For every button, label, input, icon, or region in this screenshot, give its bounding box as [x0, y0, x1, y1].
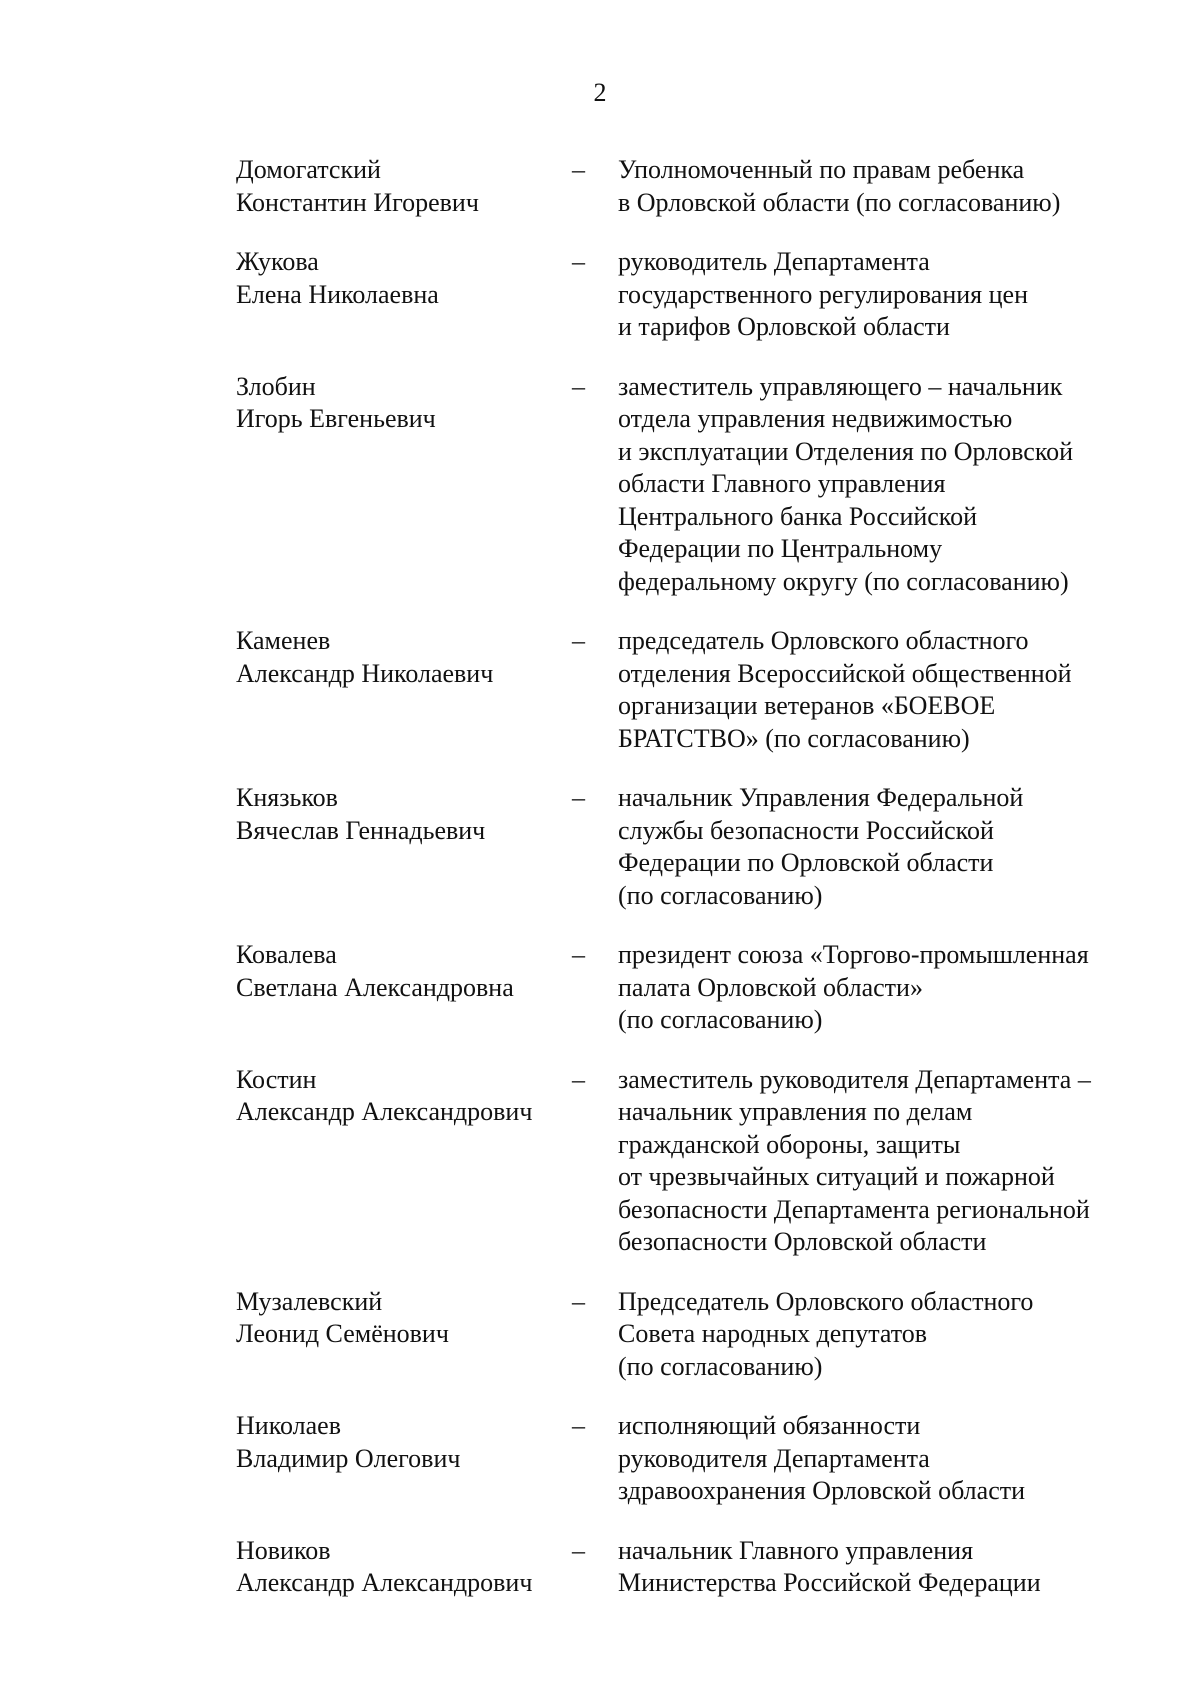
member-role: [618, 154, 1146, 219]
role-line: Председатель Орловского областного: [618, 1286, 1034, 1316]
member-name: [236, 782, 572, 847]
member-entry: [236, 625, 1146, 755]
role-line: Уполномоченный по правам ребенка: [618, 155, 1025, 184]
member-dash: –: [572, 626, 585, 655]
member-surname: Князьков: [236, 783, 338, 812]
role-line: президент союза «Торгово-промышленная: [618, 940, 1089, 969]
role-line: отдела управления недвижимостью: [618, 404, 1013, 433]
member-surname: Костин: [236, 1064, 317, 1094]
member-given-name: Игорь Евгеньевич: [236, 404, 436, 433]
member-dash: –: [572, 1064, 585, 1094]
role-line: Федерации по Орловской области: [618, 848, 994, 877]
member-given-name: Александр Николаевич: [236, 658, 494, 688]
member-surname: Домогатский: [236, 155, 381, 184]
member-role: [618, 782, 1146, 912]
role-line: организации ветеранов «БОЕВОЕ: [618, 691, 996, 720]
page-number: 2: [593, 78, 607, 107]
member-surname: Жукова: [236, 247, 319, 276]
member-dash: –: [572, 1411, 585, 1440]
member-role: [618, 246, 1146, 344]
member-surname: Новиков: [236, 1535, 331, 1565]
member-role: [618, 939, 1146, 1037]
member-entry: [236, 1286, 1146, 1384]
member-surname: Злобин: [236, 371, 316, 401]
member-entry: [236, 371, 1146, 599]
role-line: начальник Главного управления: [618, 1535, 974, 1565]
member-name: [236, 154, 572, 219]
member-role: [618, 625, 1146, 755]
member-name: [236, 625, 572, 690]
member-entry: [236, 1410, 1146, 1508]
member-dash: –: [572, 1286, 585, 1316]
member-surname: Каменев: [236, 626, 331, 655]
member-name: [236, 1535, 572, 1600]
member-given-name: Константин Игоревич: [236, 187, 479, 217]
role-line: службы безопасности Российской: [618, 815, 994, 845]
member-given-name: Елена Николаевна: [236, 279, 439, 309]
role-line: Центрального банка Российской: [618, 501, 978, 531]
role-line: безопасности Департамента региональной: [618, 1194, 1090, 1224]
member-entry: [236, 246, 1146, 344]
role-line: начальник управления по делам: [618, 1097, 973, 1126]
role-line: исполняющий обязанности: [618, 1411, 921, 1440]
member-entry: [236, 1064, 1146, 1259]
member-name: [236, 939, 572, 1004]
member-name: [236, 1064, 572, 1129]
role-line: и эксплуатации Отделения по Орловской: [618, 436, 1074, 466]
role-line: БРАТСТВО» (по согласованию): [618, 723, 970, 753]
member-role: [618, 1535, 1146, 1600]
role-line: государственного регулирования цен: [618, 279, 1028, 309]
role-line: отделения Всероссийской общественной: [618, 658, 1072, 688]
member-given-name: Владимир Олегович: [236, 1443, 461, 1473]
member-entry: [236, 1535, 1146, 1600]
member-role: [618, 1286, 1146, 1384]
role-line: начальник Управления Федеральной: [618, 783, 1024, 812]
role-line: руководитель Департамента: [618, 247, 930, 276]
member-dash: –: [572, 783, 585, 812]
member-dash: –: [572, 1535, 585, 1565]
member-given-name: Александр Александрович: [236, 1568, 533, 1597]
role-line: гражданской обороны, защиты: [618, 1129, 961, 1159]
role-line: палата Орловской области»: [618, 972, 923, 1002]
member-name: [236, 1410, 572, 1475]
member-surname: Музалевский: [236, 1286, 383, 1316]
role-line: Федерации по Центральному: [618, 534, 943, 563]
member-given-name: Леонид Семёнович: [236, 1319, 449, 1348]
member-role: [618, 1410, 1146, 1508]
member-given-name: Светлана Александровна: [236, 972, 514, 1002]
member-dash: –: [572, 247, 585, 276]
member-surname: Ковалева: [236, 940, 337, 969]
member-given-name: Вячеслав Геннадьевич: [236, 815, 486, 845]
member-entry: [236, 782, 1146, 912]
member-entry: [236, 939, 1146, 1037]
member-role: [618, 1064, 1146, 1259]
role-line: безопасности Орловской области: [618, 1227, 987, 1256]
member-surname: Николаев: [236, 1411, 341, 1440]
role-line: руководителя Департамента: [618, 1443, 930, 1473]
role-line: заместитель управляющего – начальник: [618, 371, 1063, 401]
member-dash: –: [572, 371, 585, 401]
member-role: [618, 371, 1146, 599]
role-line: от чрезвычайных ситуаций и пожарной: [618, 1162, 1055, 1191]
role-line: (по согласованию): [618, 1005, 823, 1034]
role-line: (по согласованию): [618, 880, 823, 910]
role-line: заместитель руководителя Департамента –: [618, 1064, 1091, 1094]
member-dash: –: [572, 940, 585, 969]
role-line: и тарифов Орловской области: [618, 312, 950, 341]
role-line: области Главного управления: [618, 469, 946, 498]
member-entry: [236, 154, 1146, 219]
member-name: [236, 246, 572, 311]
member-given-name: Александр Александрович: [236, 1097, 533, 1126]
role-line: Министерства Российской Федерации: [618, 1568, 1041, 1597]
role-line: председатель Орловского областного: [618, 626, 1029, 655]
role-line: здравоохранения Орловской области: [618, 1476, 1026, 1505]
member-name: [236, 1286, 572, 1351]
role-line: Совета народных депутатов: [618, 1319, 928, 1348]
member-dash: –: [572, 155, 585, 184]
role-line: (по согласованию): [618, 1351, 823, 1381]
role-line: федеральному округу (по согласованию): [618, 566, 1069, 596]
member-name: [236, 371, 572, 436]
role-line: в Орловской области (по согласованию): [618, 187, 1061, 217]
member-list: [236, 154, 1146, 1627]
